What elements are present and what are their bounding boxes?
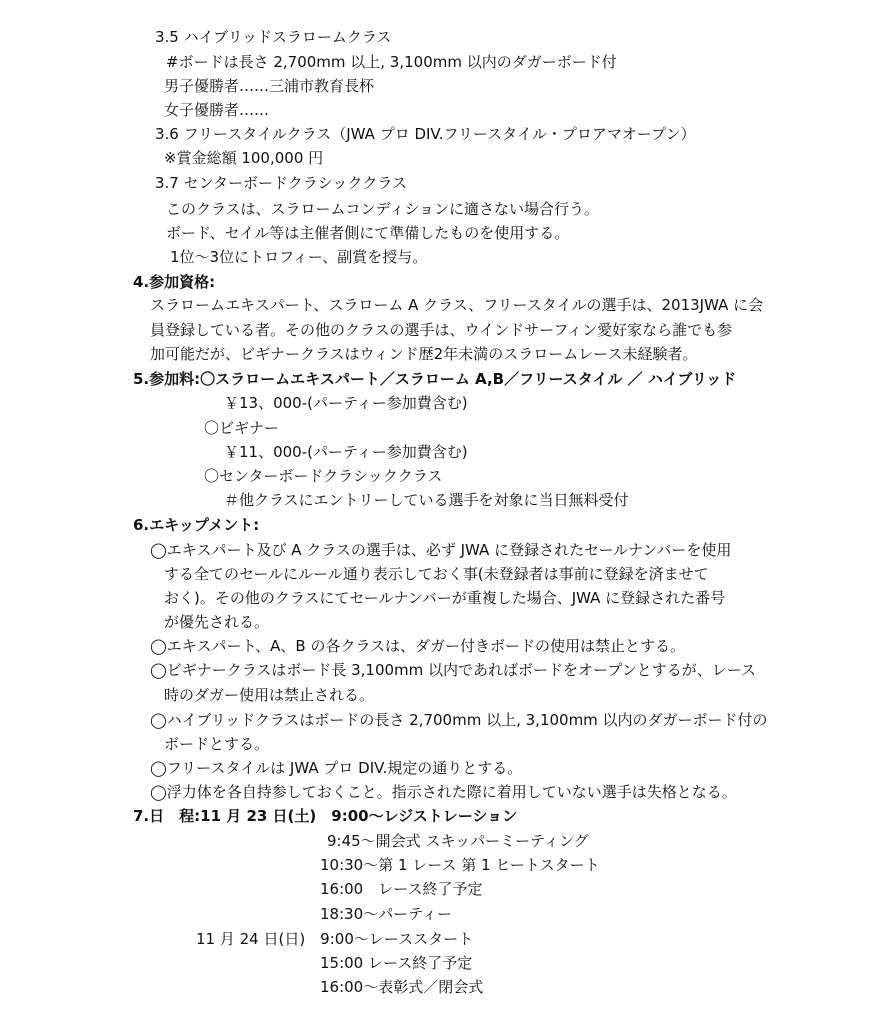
text-line: #ボードは長さ 2,700mm 以上, 3,100mm 以内のダガーボード付	[166, 53, 617, 71]
text-line: おく)。その他のクラスにてセールナンバーが重複した場合、JWA に登録された番号	[164, 589, 726, 607]
section-6-heading: 6.エキップメント:	[133, 516, 260, 534]
text-line: ※賞金総額 100,000 円	[164, 149, 324, 167]
text-line: ◯エキスパート及び A クラスの選手は、必ず JWA に登録されたセールナンバーを使用	[150, 541, 732, 559]
section-3-7-heading: 3.7 センターボードクラシッククラス	[155, 174, 407, 192]
text-line: ◯フリースタイルは JWA プロ DIV.規定の通りとする。	[150, 759, 523, 777]
section-3-5-heading: 3.5 ハイブリッドスラロームクラス	[155, 28, 392, 46]
text-line: 男子優勝者……三浦市教育長杯	[164, 77, 375, 95]
text-line: ボード、セイル等は主催者側にて準備したものを使用する。	[166, 224, 570, 242]
schedule-line: 9:45～開会式 スキッパーミーティング	[327, 832, 589, 850]
text-line: が優先される。	[164, 613, 270, 631]
schedule-line: 16:00～表彰式／閉会式	[320, 978, 484, 996]
section-4-heading: 4.参加資格:	[133, 273, 216, 291]
text-line: 時のダガー使用は禁止される。	[164, 686, 375, 704]
text-line: する全てのセールにルール通り表示しておく事(未登録者は事前に登録を済ませて	[164, 565, 709, 583]
text-line: ◯浮力体を各自持参しておくこと。指示された際に着用していない選手は失格となる。	[150, 783, 737, 801]
text-line: ￥11、000-(パーティー参加費含む)	[224, 443, 468, 461]
schedule-line: 10:30～第 1 レース 第 1 ヒートスタート	[320, 856, 600, 874]
text-line: ＃他クラスにエントリーしている選手を対象に当日無料受付	[224, 491, 629, 509]
text-line: 1位～3位にトロフィー、副賞を授与。	[170, 248, 428, 266]
text-line: ボードとする。	[164, 735, 270, 753]
text-line: このクラスは、スラロームコンディションに適さない場合行う。	[166, 200, 600, 218]
section-7-heading: 7.日 程:11 月 23 日(土) 9:00～レジストレーション	[133, 807, 518, 825]
text-line: ￥13、000-(パーティー参加費含む)	[224, 394, 468, 412]
text-line: ◯ハイブリッドクラスはボードの長さ 2,700mm 以上, 3,100mm 以内のダガーボード付の	[150, 711, 768, 729]
section-5-heading: 5.参加料:〇スラロームエキスパート／スラローム A,B／フリースタイル ／ ハイブリッド	[133, 370, 737, 388]
schedule-line: 16:00 レース終了予定	[320, 880, 483, 898]
text-line: 〇センターボードクラシッククラス	[204, 467, 443, 485]
text-line: ◯エキスパート、A、B の各クラスは、ダガー付きボードの使用は禁止とする。	[150, 637, 686, 655]
text-line: 〇ビギナー	[204, 419, 280, 437]
text-line: スラロームエキスパート、スラローム A クラス、フリースタイルの選手は、2013JWA に会	[150, 296, 764, 314]
text-line: ◯ビギナークラスはボード長 3,100mm 以内であればボードをオープンとするが、レース	[150, 661, 756, 679]
text-line: 加可能だが、ビギナークラスはウィンド歴2年未満のスラロームレース未経験者。	[150, 345, 698, 363]
text-line: 員登録している者。その他のクラスの選手は、ウインドサーフィン愛好家なら誰でも参	[150, 321, 733, 339]
schedule-line: 15:00 レース終了予定	[320, 954, 473, 972]
schedule-line: 18:30～パーティー	[320, 905, 453, 923]
section-3-6-heading: 3.6 フリースタイルクラス（JWA プロ DIV.フリースタイル・プロアマオープン）	[155, 125, 696, 143]
schedule-line: 11 月 24 日(日) 9:00～レーススタート	[196, 930, 474, 948]
text-line: 女子優勝者……	[164, 101, 270, 119]
